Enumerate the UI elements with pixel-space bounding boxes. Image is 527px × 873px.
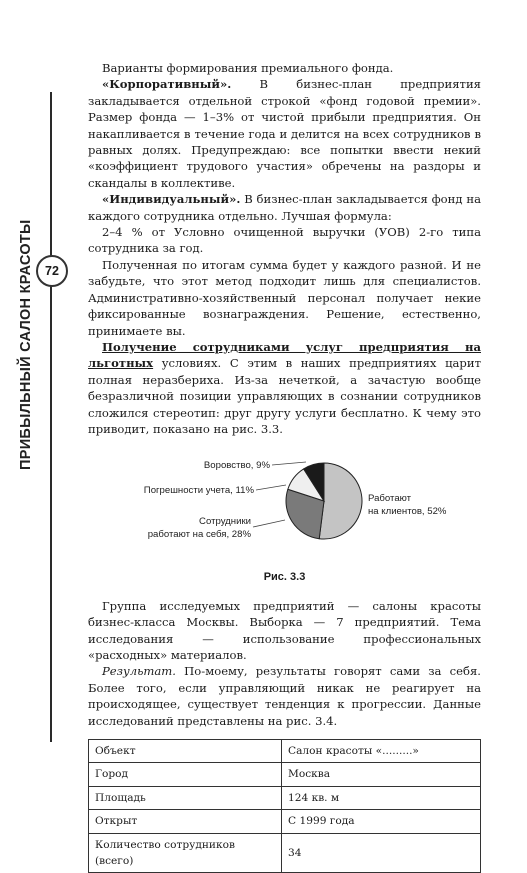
label-klienty-line1: Работают bbox=[368, 493, 412, 505]
label-klienty-line2: на клиентов, 52% bbox=[368, 506, 447, 518]
info-table bbox=[88, 739, 481, 873]
leader-line-vorovstvo bbox=[272, 462, 306, 465]
paragraph-result-sum: Полученная по итогам сумма будет у каждого разной. И не забудьте, что этот метод подходит лишь для специалистов. Административно-хозяйственный персонал получает некие фиксированные вознаграждения. Решение, естественно, принимаете вы. bbox=[88, 257, 481, 338]
term-corporate: «Корпоративный». bbox=[102, 77, 232, 92]
paragraph-intro: Варианты формирования премиального фонда. bbox=[102, 61, 394, 75]
page-content bbox=[88, 60, 481, 873]
table-row: Объект Салон красоты «.........» bbox=[89, 740, 481, 763]
leader-line-sebya bbox=[253, 520, 285, 527]
leader-line-uchet bbox=[256, 485, 286, 490]
page-number: 72 bbox=[36, 255, 68, 287]
running-head: ПРИБЫЛЬНЫЙ САЛОН КРАСОТЫ bbox=[18, 219, 34, 470]
term-individual: «Индивидуальный». bbox=[102, 192, 241, 207]
slice-klienty bbox=[319, 463, 362, 539]
paragraph-corporate: «Корпоративный». В бизнес-план предприятия закладывается отдельной строкой «фонд годовой премии». Размер фонда — 1–3% от чистой прибыли предприятия. Он накапливается в течение года и делится на всех сотрудников в равных долях. Предупреждаю: все попытки ввести некий «коэффициент трудового участия» обречены на раздоры и скандалы в коллективе. bbox=[88, 77, 481, 190]
table-row: Количество сотрудников (всего) 34 bbox=[89, 833, 481, 873]
table-row: Площадь 124 кв. м bbox=[89, 786, 481, 809]
term-privileged-services: Получение сотрудниками услуг предприятия на льготных bbox=[88, 339, 481, 371]
table-row: Открыт С 1999 года bbox=[89, 810, 481, 833]
label-uchet: Погрешности учета, 11% bbox=[143, 485, 254, 497]
label-vorovstvo: Воровство, 9% bbox=[203, 460, 270, 472]
paragraph-individual: «Индивидуальный». В бизнес-план закладывается фонд на каждого сотрудника отдельно. Лучшая формула: bbox=[88, 192, 481, 223]
figure-caption: Рис. 3.3 bbox=[263, 571, 306, 584]
label-sebya-line1: Сотрудники bbox=[199, 516, 251, 528]
paragraph-formula: 2–4 % от Условно очищенной выручки (УОВ) 2-го типа сотрудника за год. bbox=[88, 225, 481, 256]
label-sebya-line2: работают на себя, 28% bbox=[147, 529, 251, 541]
side-rule bbox=[50, 92, 52, 742]
paragraph-result: Результат. По-моему, результаты говорят сами за себя. Более того, если управляющий никак не реагирует на происходящее, существует тенденция к прогрессии. Данные исследований представлены на рис. 3.4. bbox=[88, 664, 481, 728]
paragraph-research-group: Группа исследуемых предприятий — салоны красоты бизнес-класса Москвы. Выборка — 7 предприятий. Тема исследования — использование профессиональных «расходных» материалов. bbox=[88, 598, 481, 662]
paragraph-privileged-services: Получение сотрудниками услуг предприятия на льготных условиях. С этим в наших предприятиях царит полная неразбериха. Из-за нечеткой, а зачастую вообще безразличной позиции управляющих в сознании сотрудников сложился стереотип: друг другу услуги бесплатно. К чему это приводит, показано на рис. 3.3. bbox=[88, 339, 481, 436]
table-row: Город Москва bbox=[89, 763, 481, 786]
term-result: Результат. bbox=[102, 664, 176, 679]
pie-chart bbox=[88, 445, 481, 565]
figure-pie-chart bbox=[88, 445, 481, 565]
